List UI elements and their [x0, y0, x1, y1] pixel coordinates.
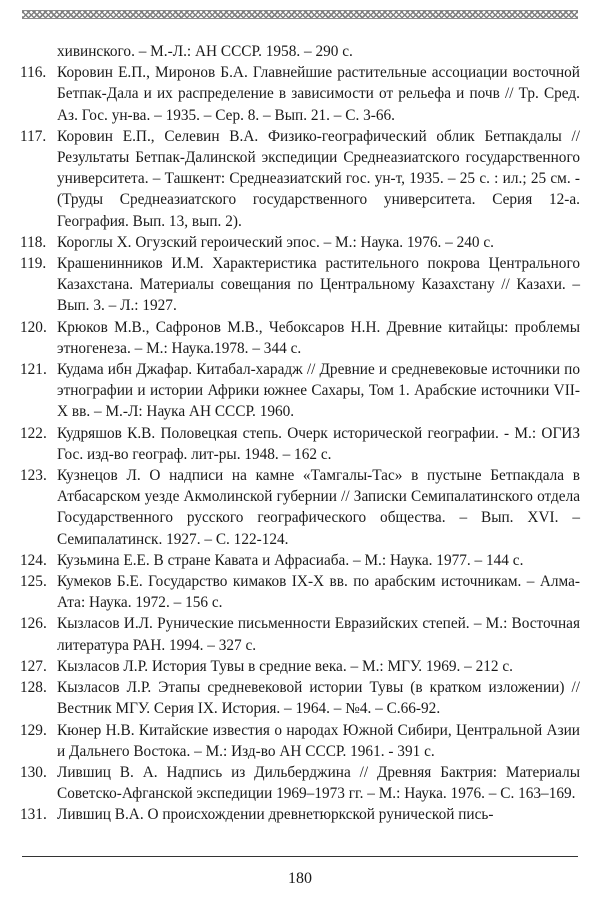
entry-text: Крюков М.В., Сафронов М.В., Чебоксаров Н.Н. Древние китайцы: проблемы этногенеза. – М.: Наука.1978. – 344 с. — [57, 318, 580, 357]
entry-text: Кюнер Н.В. Китайские известия о народах Южной Сибири, Центральной Азии и Дальнего Востока. – М.: Изд-во АН СССР. 1961. - 391 с. — [57, 721, 580, 760]
bibliography-entry — [20, 253, 580, 317]
bibliography-list — [20, 41, 580, 826]
bibliography-entry — [20, 720, 580, 762]
bibliography-entry — [20, 465, 580, 550]
entry-text: Кузнецов Л. О надписи на камне «Тамгалы-Тас» в пустыне Бетпакдала в Атбасарском уезде Акмолинской губернии // Записки Семипалатинского отдела Государственного русского географического общества. – Вып. XVI. – Семипалатинск. 1927. – С. 122-124. — [57, 467, 580, 548]
entry-number: 119. — [20, 255, 47, 273]
entry-number: 120. — [20, 318, 47, 336]
footer-divider — [22, 856, 578, 857]
entry-number: 116. — [20, 64, 47, 82]
bibliography-entry — [20, 613, 580, 655]
entry-text: Кузьмина Е.Е. В стране Кавата и Афрасиаба. – М.: Наука. 1977. – 144 с. — [57, 551, 524, 569]
entry-number: 125. — [20, 573, 47, 591]
entry-text: Кызласов Л.Р. История Тувы в средние века. – М.: МГУ. 1969. – 212 с. — [57, 657, 513, 675]
entry-number: 123. — [20, 467, 47, 485]
entry-text: Кудама ибн Джафар. Китабал-харадж // Древние и средневековые источники по этнографии и истории Африки южнее Сахары, Том 1. Арабские источники VII-X вв. – М.-Л: Наука АН СССР. 1960. — [57, 361, 580, 421]
page-number: 180 — [288, 870, 312, 887]
decorative-top-border — [22, 10, 578, 19]
bibliography-entry — [20, 317, 580, 359]
bibliography-entry — [20, 126, 580, 232]
bibliography-entry — [20, 571, 580, 613]
entry-text: Короглы Х. Огузский героический эпос. – М.: Наука. 1976. – 240 с. — [57, 233, 495, 251]
entry-text: Кумеков Б.Е. Государство кимаков IX-X вв. по арабским источникам. – Алма-Ата: Наука. 1972. – 156 с. — [57, 573, 580, 612]
continuation-line: хивинского. – М.-Л.: АН СССР. 1958. – 290 с. — [57, 43, 353, 60]
entry-number: 129. — [20, 721, 47, 739]
entry-text: Лившиц В. А. Надпись из Дильберджина // Древняя Бактрия: Материалы Советско-Афганской экспедиции 1969–1973 гг. – М.: Наука. 1976. – С. 163–169. — [57, 763, 580, 803]
entry-number: 127. — [20, 657, 47, 675]
bibliography-entry — [20, 232, 580, 253]
bibliography-entry — [20, 804, 580, 825]
entry-text: Кудряшов К.В. Половецкая степь. Очерк исторической географии. - М.: ОГИЗ Гос. изд-во географ. лит-ры. 1948. – 162 с. — [57, 424, 580, 463]
entry-text: Крашенинников И.М. Характеристика растительного покрова Центрального Казахстана. Материалы совещания по Центральному Казахстану // Казахи. – Вып. 3. – Л.: 1927. — [57, 255, 580, 315]
bibliography-entry — [20, 762, 580, 804]
entry-number: 122. — [20, 424, 47, 442]
entry-text: Кызласов Л.Р. Этапы средневековой истории Тувы (в кратком изложении) // Вестник МГУ. Серия IX. История. – 1964. – №4. – С.66-92. — [57, 679, 580, 718]
entry-number: 131. — [20, 806, 47, 824]
entry-number: 128. — [20, 679, 47, 697]
bibliography-entry — [20, 677, 580, 719]
bibliography-entry — [20, 62, 580, 126]
bibliography-entry — [20, 423, 580, 465]
entry-text: Кызласов И.Л. Рунические письменности Евразийских степей. – М.: Восточная литература РАН. 1994. – 327 с. — [57, 615, 580, 654]
entry-text: Лившиц В.А. О происхождении древнетюркской рунической пись- — [57, 806, 494, 824]
bibliography-entry — [20, 656, 580, 677]
bibliography-entry — [20, 359, 580, 423]
bibliography-entry — [20, 550, 580, 571]
entry-number: 121. — [20, 361, 47, 379]
entry-number: 118. — [20, 233, 47, 251]
entry-number: 117. — [20, 127, 47, 145]
entry-number: 130. — [20, 763, 47, 781]
entry-number: 124. — [20, 551, 47, 569]
entry-text: Коровин Е.П., Миронов Б.А. Главнейшие растительные ассоциации восточной Бетпак-Дала и их распределение в зависимости от рельефа и почв // Тр. Сред. Аз. Гос. ун-ва. – 1935. – Сер. 8. – Вып. 21. – С. 3-66. — [57, 64, 580, 124]
entry-text: Коровин Е.П., Селевин В.А. Физико-географический облик Бетпакдалы // Результаты Бетпак-Далинской экспедиции Среднеазиатского государственного университета. – Ташкент: Среднеазиатский гос. ун-т, 1935. – 25 с. : ил.; 25 см. - (Труды Среднеазиатского государственного университета. Серия 12-а. География. Вып. 13, вып. 2). — [57, 127, 580, 230]
entry-number: 126. — [20, 615, 47, 633]
